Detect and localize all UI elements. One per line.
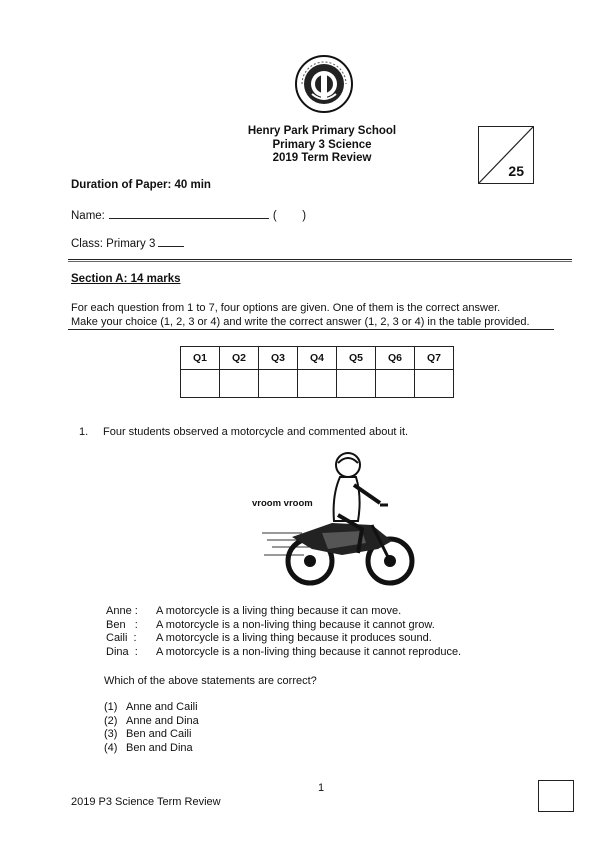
class-field[interactable] [158,235,184,247]
option-2[interactable] [104,715,199,729]
answer-table [180,346,454,398]
image-caption: vroom vroom [252,498,313,509]
option-number: (3) [104,728,118,740]
student-name: Anne : [106,605,138,617]
instruction-line: Make your choice (1, 2, 3 or 4) and write the correct answer (1, 2, 3 or 4) in the table provided. [71,315,530,328]
option-text: Ben and Dina [126,741,193,754]
list-item [106,632,461,646]
student-name: Caili : [106,632,137,644]
table-header-q4: Q4 [298,347,337,370]
score-total: 25 [508,163,524,179]
list-item [106,605,461,619]
name-field[interactable] [109,207,269,219]
options-list [104,701,199,755]
question-prompt: Which of the above statements are correct? [104,675,317,687]
list-item [106,619,461,633]
answer-cell-q3[interactable] [259,370,298,398]
table-header-q1: Q1 [181,347,220,370]
footer-label: 2019 P3 Science Term Review [71,796,221,808]
table-header-q2: Q2 [220,347,259,370]
answer-box[interactable] [538,780,574,812]
school-crest-icon [294,54,354,114]
register-number-field[interactable]: ( ) [272,210,307,222]
answer-cell-q6[interactable] [376,370,415,398]
option-text: Ben and Caili [126,728,192,740]
page-number: 1 [318,782,325,794]
divider [68,261,572,262]
section-title: Section A: 14 marks [71,273,181,285]
question-text: Four students observed a motorcycle and commented about it. [103,426,409,438]
table-header-q6: Q6 [376,347,415,370]
option-number: (1) [104,701,118,713]
statement-text: A motorcycle is a non-living thing because it cannot grow. [156,618,435,631]
divider [68,259,572,260]
instruction-line: For each question from 1 to 7, four options are given. One of them is the correct answer. [71,302,501,314]
answer-cell-q2[interactable] [220,370,259,398]
subject-title: Primary 3 Science [272,138,372,151]
option-text: Anne and Caili [126,701,198,713]
option-number: (4) [104,741,118,754]
table-header-q7: Q7 [415,347,454,370]
name-row [71,207,306,222]
table-header-q5: Q5 [337,347,376,370]
answer-cell-q7[interactable] [415,370,454,398]
answer-table-header [181,347,454,370]
answer-table-row [181,370,454,398]
option-1[interactable] [104,701,199,715]
name-label: Name: [71,210,105,222]
question-number: 1. [79,426,89,438]
option-text: Anne and Dina [126,714,199,727]
divider [68,329,554,330]
question-1-stem [79,426,408,438]
section-instructions [71,302,571,329]
statement-text: A motorcycle is a living thing because it produces sound. [156,632,432,644]
answer-cell-q4[interactable] [298,370,337,398]
table-header-q3: Q3 [259,347,298,370]
score-box [478,126,534,184]
statements-list [106,605,461,659]
option-4[interactable] [104,742,199,756]
statement-text: A motorcycle is a non-living thing because it cannot reproduce. [156,645,462,658]
class-row [71,235,184,250]
motorcycle-rider-icon [262,445,422,597]
exam-title: 2019 Term Review [272,152,372,164]
statement-text: A motorcycle is a living thing because it can move. [156,605,402,617]
score-divider [479,127,535,185]
school-header [200,125,444,166]
option-number: (2) [104,714,118,727]
class-label: Class: Primary 3 [71,238,156,250]
student-name: Dina : [106,645,138,658]
duration: Duration of Paper: 40 min [71,179,211,191]
answer-cell-q5[interactable] [337,370,376,398]
answer-cell-q1[interactable] [181,370,220,398]
option-3[interactable] [104,728,199,742]
school-name: Henry Park Primary School [247,125,397,137]
list-item [106,646,461,660]
student-name: Ben : [106,618,138,631]
